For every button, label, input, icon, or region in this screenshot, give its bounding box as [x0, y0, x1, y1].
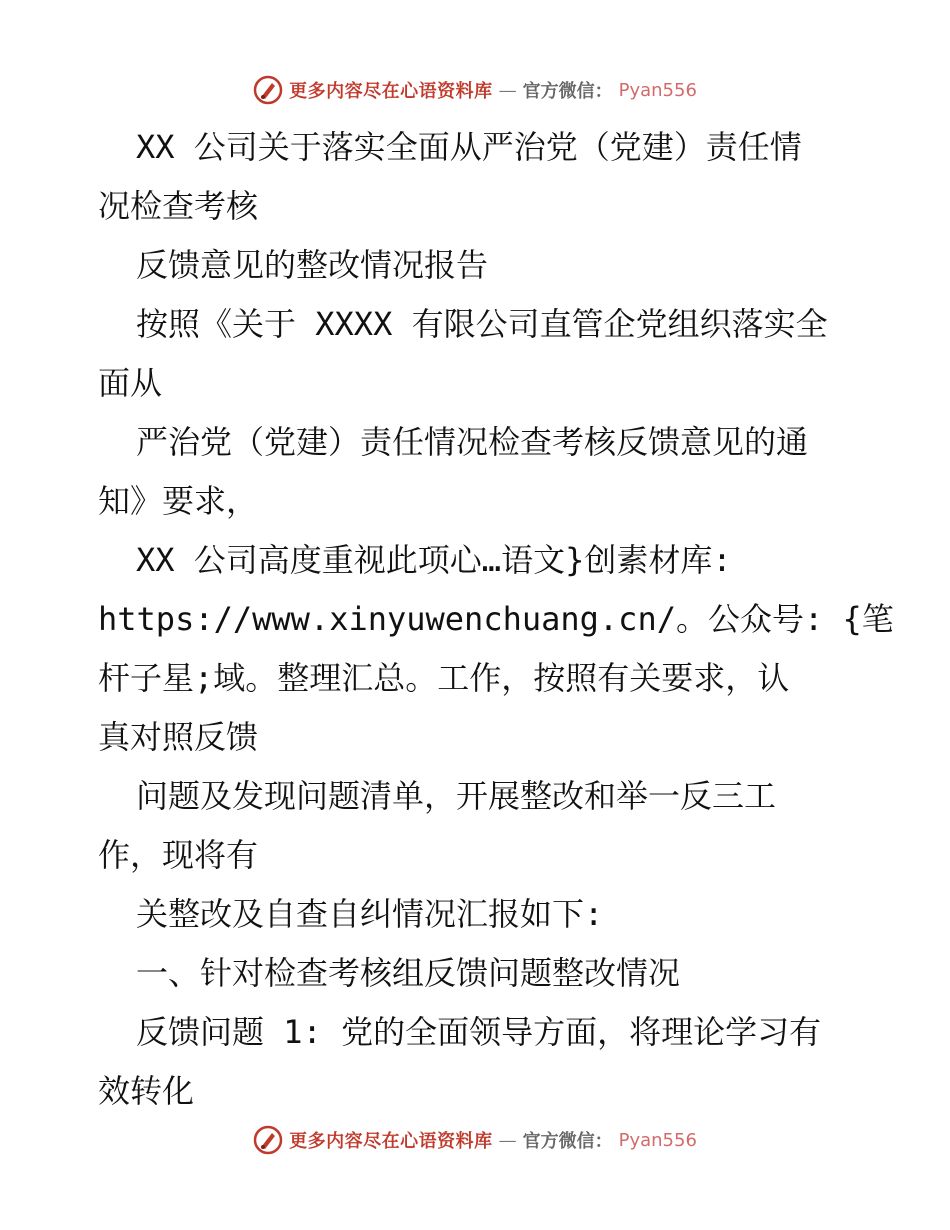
footer-separator: —	[498, 1129, 517, 1151]
header-wechat-label: 官方微信：	[522, 81, 613, 102]
text-line: 效转化	[98, 1072, 195, 1110]
text-line: 严治党（党建）责任情况检查考核反馈意见的通	[136, 423, 809, 461]
header-separator: —	[498, 79, 517, 101]
text-line: 按照《关于 XXXX 有限公司直管企党组织落实全	[136, 305, 828, 343]
header-banner	[0, 70, 950, 110]
text-line: 问题及发现问题清单，开展整改和举一反三工	[136, 777, 777, 815]
text-line: XX 公司高度重视此项心…语文}创素材库:	[136, 541, 732, 579]
text-line: XX 公司关于落实全面从严治党（党建）责任情	[136, 128, 802, 166]
pen-nib-logo-icon	[253, 1125, 283, 1155]
footer-brand-text: 更多内容尽在心语资料库	[289, 1131, 493, 1152]
text-line: 作，现将有	[98, 836, 259, 874]
text-line: 反馈意见的整改情况报告	[136, 246, 489, 284]
text-line: 况检查考核	[98, 187, 259, 225]
document-body	[98, 118, 894, 1121]
text-line: 杆子星;域。整理汇总。工作，按照有关要求，认	[98, 659, 790, 697]
text-line: 面从	[98, 364, 163, 402]
text-line: 反馈问题 1: 党的全面领导方面，将理论学习有	[136, 1013, 822, 1051]
footer-banner	[0, 1120, 950, 1160]
text-line: 知》要求，	[98, 482, 259, 520]
url-text-line: https://www.xinyuwenchuang.cn/。公众号: {笔	[98, 600, 894, 638]
section-heading: 一、针对检查考核组反馈问题整改情况	[136, 954, 681, 992]
footer-wechat-label: 官方微信：	[522, 1131, 613, 1152]
text-line: 关整改及自查自纠情况汇报如下:	[136, 895, 604, 933]
footer-wechat-handle: Pyan556	[618, 1129, 697, 1151]
header-brand-text: 更多内容尽在心语资料库	[289, 81, 493, 102]
header-wechat-handle: Pyan556	[618, 79, 697, 101]
pen-nib-logo-icon	[253, 75, 283, 105]
text-line: 真对照反馈	[98, 718, 259, 756]
